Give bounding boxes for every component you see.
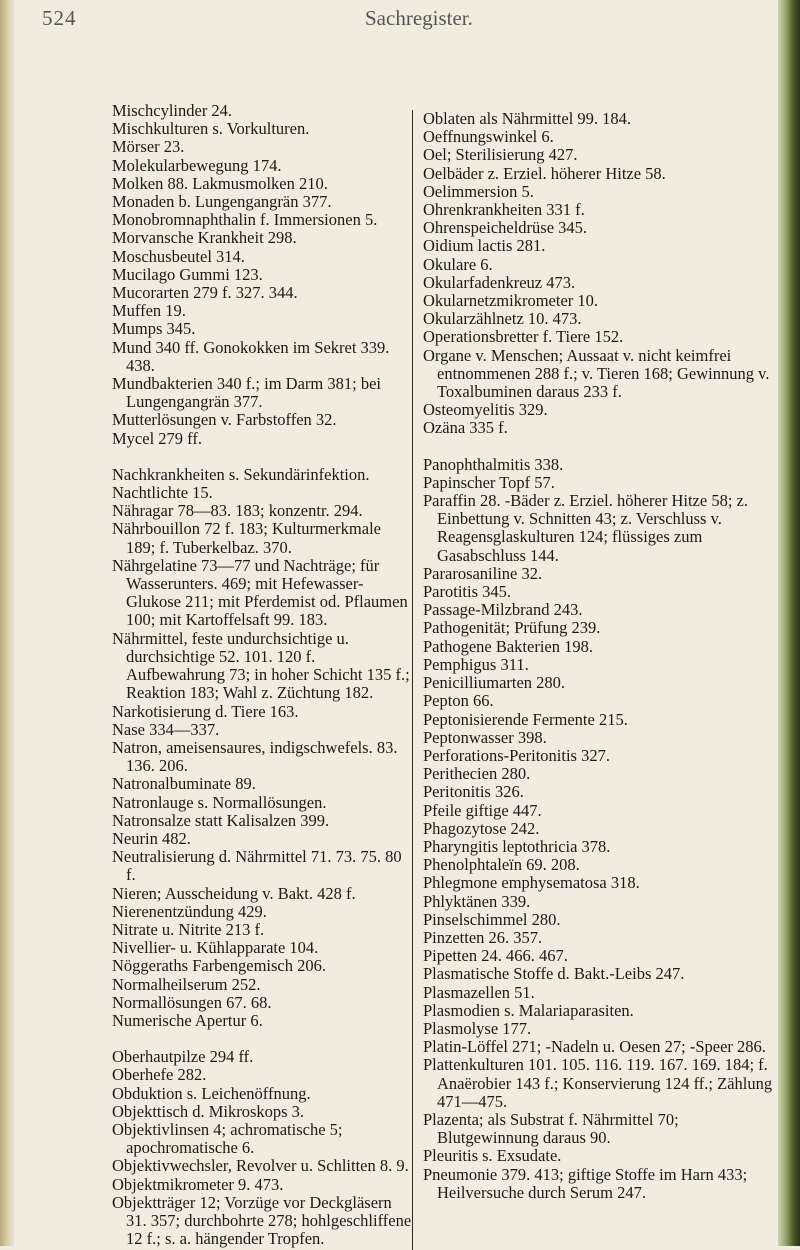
- index-entry: Pararosaniline 32.: [423, 563, 543, 583]
- index-entry: Phlyktänen 339.: [423, 891, 531, 911]
- index-entry: Objekttisch d. Mikroskops 3.: [112, 1101, 305, 1121]
- index-entry: Pharyngitis leptothricia 378.: [423, 836, 611, 856]
- index-group-n: [112, 466, 412, 1030]
- page-edge-right: [778, 0, 800, 1246]
- page-number: 524: [42, 6, 77, 30]
- index-entry: Phenolphtaleïn 69. 208.: [423, 855, 580, 875]
- index-entry: Nährgelatine 73—77 und Nachträge; für Wasserunters. 469; mit Hefewasser-Glukose 211; mit Pferdemist od. Pflaumen 100; mit Kartoffelsaft 99. 183.: [112, 555, 408, 630]
- index-entry: Oberhautpilze 294 ff.: [112, 1047, 254, 1067]
- index-entry: Mischcylinder 24.: [112, 101, 233, 120]
- index-column-right: [412, 110, 779, 1250]
- index-entry: Objektträger 12; Vorzüge vor Deckgläsern 31. 357; durchbohrte 278; hohlgeschliffene 12 f.; s. a. hängender Tropfen.: [112, 1192, 412, 1249]
- index-entry: Nähragar 78—83. 183; konzentr. 294.: [112, 501, 363, 521]
- index-entry: Pleuritis s. Exsudate.: [423, 1146, 562, 1166]
- index-entry: Pepton 66.: [423, 691, 494, 711]
- index-entry: Nase 334—337.: [112, 719, 220, 739]
- index-entry: Peptonwasser 398.: [423, 727, 547, 747]
- index-entry: Nachtlichte 15.: [112, 483, 213, 503]
- index-entry: Objektivwechsler, Revolver u. Schlitten 8. 9.: [112, 1156, 409, 1176]
- index-entry: Platin-Löffel 271; -Nadeln u. Oesen 27; -Speer 286.: [423, 1037, 766, 1057]
- index-entry: Pemphigus 311.: [423, 654, 529, 674]
- index-entry: Mund 340 ff. Gonokokken im Sekret 339. 438.: [112, 337, 390, 375]
- index-entry: Nieren; Ausscheidung v. Bakt. 428 f.: [112, 883, 356, 903]
- index-entry: Mischkulturen s. Vorkulturen.: [112, 119, 310, 139]
- index-entry: Okularnetzmikrometer 10.: [423, 291, 599, 311]
- index-entry: Peptonisierende Fermente 215.: [423, 709, 628, 729]
- index-entry: Papinscher Topf 57.: [423, 472, 555, 492]
- index-entry: Moschusbeutel 314.: [112, 246, 245, 266]
- index-entry: Plasmodien s. Malariaparasiten.: [423, 1000, 634, 1020]
- index-entry: Monobromnaphthalin f. Immersionen 5.: [112, 210, 378, 230]
- index-entry: Oelbäder z. Erziel. höherer Hitze 58.: [423, 163, 666, 183]
- index-entry: Osteomyelitis 329.: [423, 400, 548, 420]
- index-entry: Parotitis 345.: [423, 582, 512, 602]
- index-entry: Nährbouillon 72 f. 183; Kulturmerkmale 189; f. Tuberkelbaz. 370.: [112, 519, 381, 557]
- index-entry: Monaden b. Lungengangrän 377.: [112, 192, 332, 212]
- running-title: Sachregister.: [365, 6, 473, 30]
- index-entry: Oblaten als Nährmittel 99. 184.: [423, 109, 632, 128]
- index-entry: Perithecien 280.: [423, 764, 531, 784]
- index-entry: Phagozytose 242.: [423, 818, 540, 838]
- index-entry: Oidium lactis 281.: [423, 236, 546, 256]
- index-entry: Mutterlösungen v. Farbstoffen 32.: [112, 410, 337, 430]
- page-edge-left: [0, 0, 14, 1246]
- index-entry: Pinselschimmel 280.: [423, 909, 561, 929]
- index-entry: Panophthalmitis 338.: [423, 454, 564, 474]
- index-entry: Natronsalze statt Kalisalzen 399.: [112, 810, 330, 830]
- index-entry: Nierenentzündung 429.: [112, 901, 267, 921]
- index-entry: Muffen 19.: [112, 301, 186, 321]
- index-entry: Mycel 279 ff.: [112, 428, 202, 448]
- index-group-o: [112, 1048, 412, 1248]
- index-entry: Nitrate u. Nitrite 213 f.: [112, 919, 265, 939]
- index-entry: Mucorarten 279 f. 327. 344.: [112, 283, 298, 303]
- index-entry: Natronalbuminate 89.: [112, 774, 256, 794]
- index-entry: Peritonitis 326.: [423, 782, 524, 802]
- index-group-o-cont: [423, 110, 779, 438]
- index-entry: Ozäna 335 f.: [423, 418, 508, 438]
- index-group-p: [423, 456, 779, 1202]
- index-entry: Oberhefe 282.: [112, 1065, 207, 1085]
- index-entry: Plattenkulturen 101. 105. 116. 119. 167. 169. 184; f. Anaërobier 143 f.; Konservierung 124 ff.; Zählung 471—475.: [423, 1055, 773, 1111]
- index-entry: Okularzählnetz 10. 473.: [423, 309, 582, 329]
- index-entry: Perforations-Peritonitis 327.: [423, 745, 610, 765]
- index-entry: Organe v. Menschen; Aussaat v. nicht keimfrei entnommenen 288 f.; v. Tieren 168; Gewinnung v. Toxalbuminen daraus 233 f.: [423, 345, 770, 402]
- index-entry: Okularfadenkreuz 473.: [423, 272, 576, 292]
- index-entry: Phlegmone emphysematosa 318.: [423, 873, 640, 893]
- index-entry: Oelimmersion 5.: [423, 181, 534, 201]
- index-entry: Operationsbretter f. Tiere 152.: [423, 327, 624, 347]
- index-entry: Mundbakterien 340 f.; im Darm 381; bei Lungengangrän 377.: [112, 374, 381, 412]
- index-entry: Pathogenität; Prüfung 239.: [423, 618, 601, 638]
- index-entry: Objektmikrometer 9. 473.: [112, 1174, 284, 1194]
- index-entry: Molekularbewegung 174.: [112, 155, 282, 175]
- index-entry: Natronlauge s. Normallösungen.: [112, 792, 327, 812]
- index-entry: Normalheilserum 252.: [112, 974, 261, 994]
- index-entry: Normallösungen 67. 68.: [112, 992, 272, 1012]
- index-entry: Penicilliumarten 280.: [423, 673, 566, 693]
- index-entry: Numerische Apertur 6.: [112, 1010, 263, 1030]
- index-entry: Passage-Milzbrand 243.: [423, 600, 583, 620]
- index-entry: Mucilago Gummi 123.: [112, 264, 263, 284]
- index-entry: Pneumonie 379. 413; giftige Stoffe im Harn 433; Heilversuche durch Serum 247.: [423, 1164, 748, 1202]
- index-entry: Plasmatische Stoffe d. Bakt.-Leibs 247.: [423, 964, 685, 984]
- index-entry: Obduktion s. Leichenöffnung.: [112, 1083, 311, 1103]
- index-column-left: [112, 102, 412, 1248]
- index-entry: Morvansche Krankheit 298.: [112, 228, 297, 248]
- index-entry: Pfeile giftige 447.: [423, 800, 542, 820]
- index-entry: Mumps 345.: [112, 319, 196, 339]
- index-entry: Nöggeraths Farbengemisch 206.: [112, 956, 326, 976]
- index-entry: Narkotisierung d. Tiere 163.: [112, 701, 299, 721]
- index-entry: Nivellier- u. Kühlapparate 104.: [112, 938, 319, 958]
- index-entry: Ohrenkrankheiten 331 f.: [423, 200, 585, 220]
- index-entry: Plasmolyse 177.: [423, 1018, 532, 1038]
- index-entry: Natron, ameisensaures, indigschwefels. 83. 136. 206.: [112, 737, 398, 776]
- index-entry: Mörser 23.: [112, 137, 185, 157]
- index-entry: Plasmazellen 51.: [423, 982, 535, 1002]
- index-entry: Molken 88. Lakmusmolken 210.: [112, 173, 328, 193]
- index-entry: Ohrenspeicheldrüse 345.: [423, 218, 588, 238]
- index-entry: Oel; Sterilisierung 427.: [423, 145, 578, 165]
- index-entry: Pinzetten 26. 357.: [423, 927, 543, 947]
- index-group-m: [112, 102, 412, 448]
- index-entry: Neutralisierung d. Nährmittel 71. 73. 75. 80 f.: [112, 847, 402, 885]
- index-entry: Pipetten 24. 466. 467.: [423, 946, 568, 966]
- index-entry: Oeffnungswinkel 6.: [423, 127, 554, 147]
- index-entry: Paraffin 28. -Bäder z. Erziel. höherer Hitze 58; z. Einbettung v. Schnitten 43; z. Verschluss v. Reagensglaskulturen 124; flüssiges zum Gasabschluss 144.: [423, 491, 748, 565]
- index-entry: Neurin 482.: [112, 828, 191, 848]
- index-entry: Pathogene Bakterien 198.: [423, 636, 593, 656]
- index-entry: Plazenta; als Substrat f. Nährmittel 70; Blutgewinnung daraus 90.: [423, 1109, 679, 1148]
- index-entry: Nachkrankheiten s. Sekundärinfektion.: [112, 464, 370, 484]
- index-entry: Nährmittel, feste undurchsichtige u. durchsichtige 52. 101. 120 f. Aufbewahrung 73; in hoher Schicht 135 f.; Reaktion 183; Wahl z. Züchtung 182.: [112, 628, 410, 703]
- index-entry: Objektivlinsen 4; achromatische 5; apochromatische 6.: [112, 1119, 343, 1158]
- index-entry: Okulare 6.: [423, 254, 493, 274]
